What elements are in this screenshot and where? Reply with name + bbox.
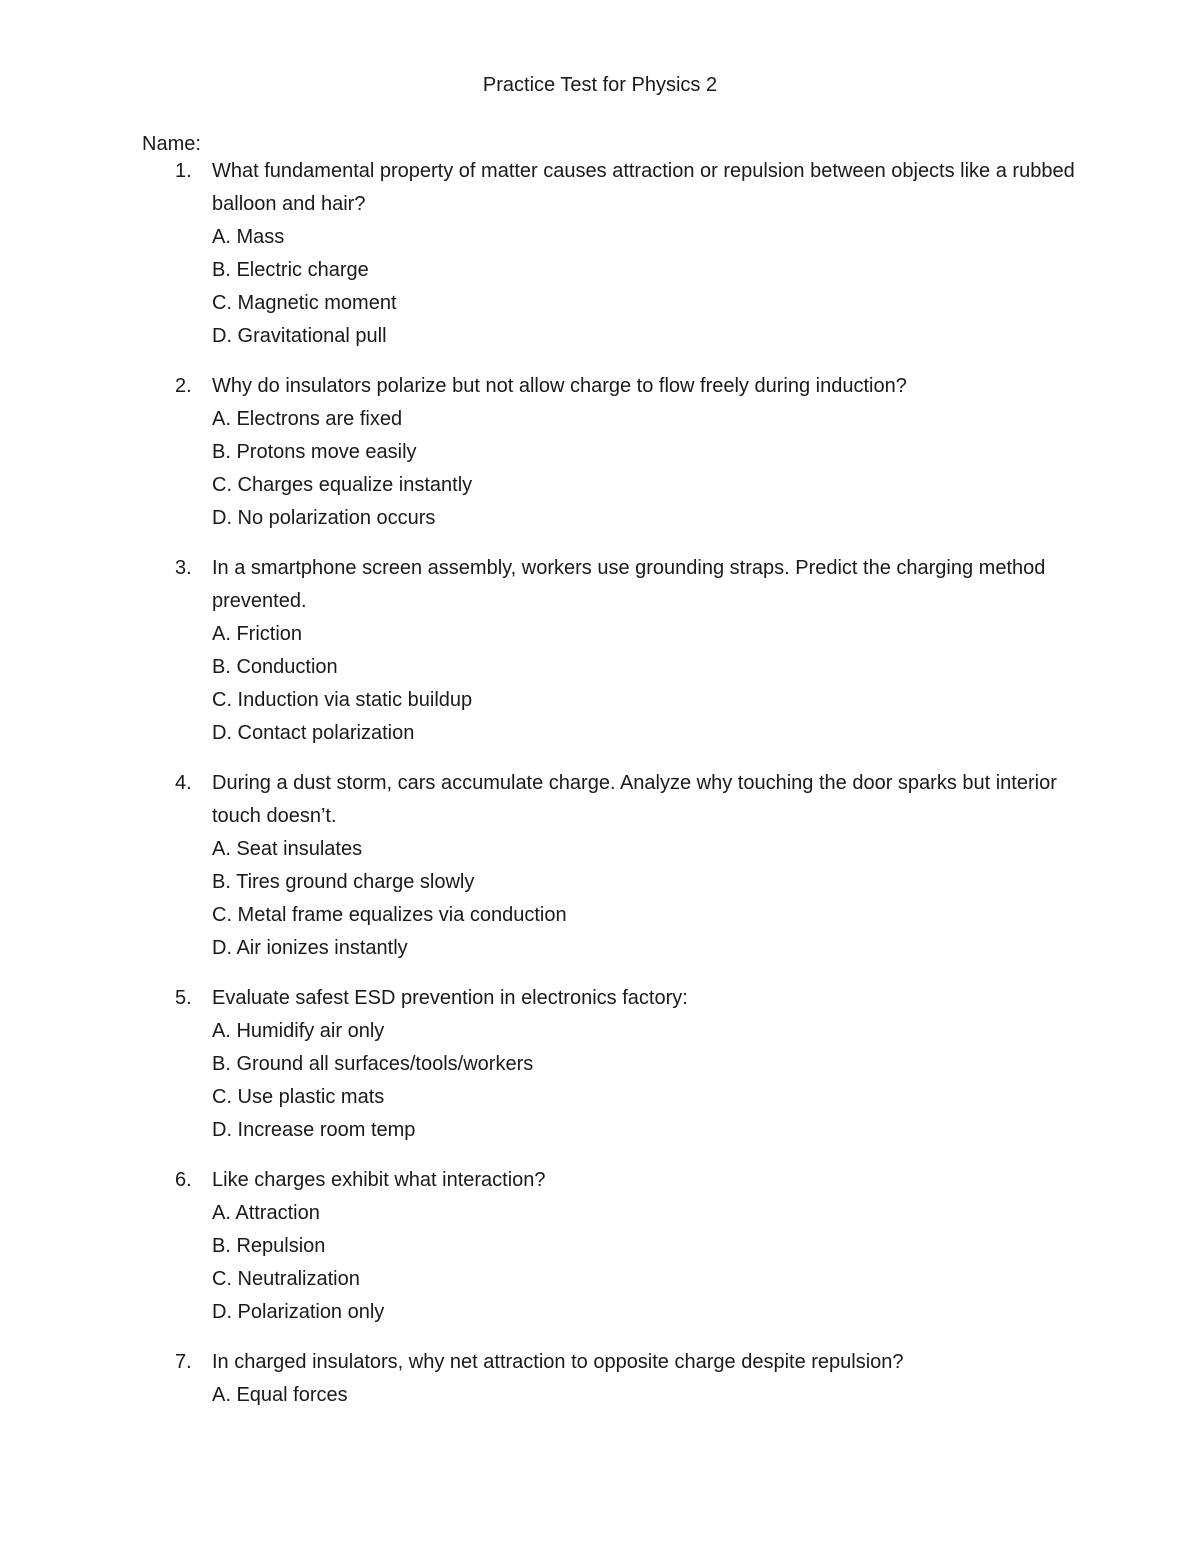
- question-number: 2.: [175, 375, 192, 397]
- question-number: 5.: [175, 987, 192, 1009]
- answer-option: C. Charges equalize instantly: [212, 474, 473, 496]
- question-list: [142, 155, 1092, 1429]
- answer-options: [212, 1197, 1092, 1329]
- question-text: Why do insulators polarize but not allow charge to flow freely during induction?: [212, 375, 907, 397]
- answer-option: D. Polarization only: [212, 1301, 385, 1323]
- question-number: 7.: [175, 1351, 192, 1373]
- question-5: [142, 982, 1092, 1147]
- answer-option: D. No polarization occurs: [212, 507, 436, 529]
- answer-option: B. Protons move easily: [212, 441, 417, 463]
- answer-option: B. Electric charge: [212, 259, 369, 281]
- answer-option: C. Use plastic mats: [212, 1086, 385, 1108]
- question-text: In a smartphone screen assembly, workers use grounding straps. Predict the charging method prevented.: [212, 557, 1046, 612]
- question-number: 3.: [175, 557, 192, 579]
- answer-options: [212, 403, 1092, 535]
- answer-option: A. Humidify air only: [212, 1020, 385, 1042]
- answer-options: [212, 833, 1092, 965]
- question-text: In charged insulators, why net attraction to opposite charge despite repulsion?: [212, 1351, 904, 1373]
- question-4: [142, 767, 1092, 965]
- question-1: [142, 155, 1092, 353]
- page-title: Practice Test for Physics 2: [482, 74, 718, 96]
- answer-option: A. Seat insulates: [212, 838, 363, 860]
- answer-option: A. Equal forces: [212, 1384, 348, 1406]
- answer-options: [212, 1379, 1092, 1412]
- question-2: [142, 370, 1092, 535]
- question-text: During a dust storm, cars accumulate charge. Analyze why touching the door sparks but interior touch doesn’t.: [212, 772, 1057, 827]
- question-6: [142, 1164, 1092, 1329]
- answer-options: [212, 221, 1092, 353]
- answer-option: B. Ground all surfaces/tools/workers: [212, 1053, 534, 1075]
- question-number: 6.: [175, 1169, 192, 1191]
- question-text: Like charges exhibit what interaction?: [212, 1169, 546, 1191]
- answer-option: D. Increase room temp: [212, 1119, 416, 1141]
- answer-option: C. Neutralization: [212, 1268, 360, 1290]
- question-text: What fundamental property of matter causes attraction or repulsion between objects like a rubbed balloon and hair?: [212, 160, 1075, 215]
- answer-option: C. Magnetic moment: [212, 292, 397, 314]
- answer-option: A. Electrons are fixed: [212, 408, 403, 430]
- question-text: Evaluate safest ESD prevention in electronics factory:: [212, 987, 688, 1009]
- name-label: Name:: [142, 133, 201, 155]
- answer-option: D. Air ionizes instantly: [212, 937, 408, 959]
- question-number: 4.: [175, 772, 192, 794]
- question-number: 1.: [175, 160, 192, 182]
- answer-option: D. Contact polarization: [212, 722, 415, 744]
- answer-option: D. Gravitational pull: [212, 325, 387, 347]
- answer-option: B. Repulsion: [212, 1235, 326, 1257]
- answer-options: [212, 1015, 1092, 1147]
- answer-options: [212, 618, 1092, 750]
- answer-option: A. Attraction: [212, 1202, 320, 1224]
- answer-option: A. Mass: [212, 226, 285, 248]
- answer-option: C. Metal frame equalizes via conduction: [212, 904, 567, 926]
- answer-option: C. Induction via static buildup: [212, 689, 473, 711]
- answer-option: A. Friction: [212, 623, 303, 645]
- answer-option: B. Conduction: [212, 656, 338, 678]
- question-7: [142, 1346, 1092, 1412]
- answer-option: B. Tires ground charge slowly: [212, 871, 475, 893]
- question-3: [142, 552, 1092, 750]
